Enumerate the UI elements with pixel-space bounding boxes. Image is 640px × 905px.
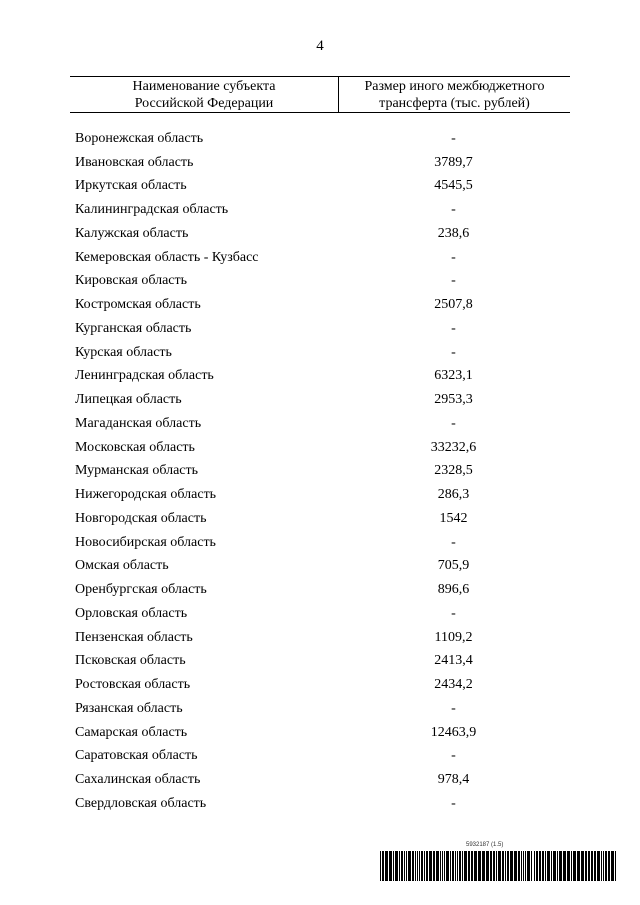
transfer-amount: 3789,7 — [434, 154, 473, 170]
region-name: Московская область — [75, 439, 195, 455]
table-row — [75, 127, 570, 151]
table-body — [75, 127, 570, 816]
transfer-amount: 896,6 — [437, 582, 470, 598]
region-name: Ленинградская область — [75, 368, 214, 384]
region-name: Псковская область — [75, 653, 186, 669]
table-row — [75, 673, 570, 697]
transfer-amount: 2434,2 — [434, 677, 473, 693]
region-name: Воронежская область — [75, 130, 204, 146]
table-header — [70, 76, 570, 113]
column-header-region-line-1: Наименование субъекта — [132, 79, 276, 94]
table-row — [75, 293, 570, 317]
table-row — [75, 602, 570, 626]
transfer-amount: 2507,8 — [434, 297, 473, 313]
transfer-amount: 2413,4 — [434, 653, 473, 669]
table-row — [75, 531, 570, 555]
table-row — [75, 412, 570, 436]
transfer-amount: - — [451, 202, 456, 218]
column-header-region — [70, 77, 339, 112]
region-name: Свердловская область — [75, 795, 207, 811]
table-row — [75, 721, 570, 745]
region-name: Иркутская область — [75, 178, 187, 194]
transfer-amount: - — [451, 534, 456, 550]
transfer-amount: - — [451, 700, 456, 716]
column-header-region-line-2: Российской Федерации — [134, 96, 274, 111]
table-row — [75, 697, 570, 721]
transfer-amount: 705,9 — [437, 558, 470, 574]
transfer-amount: 238,6 — [437, 225, 470, 241]
transfer-amount: 286,3 — [437, 487, 470, 503]
column-header-amount — [339, 77, 570, 112]
table-row — [75, 745, 570, 769]
table-row — [75, 460, 570, 484]
transfer-amount: - — [451, 748, 456, 764]
page-number: 4 — [316, 38, 324, 54]
region-name: Липецкая область — [75, 392, 182, 408]
table-row — [75, 151, 570, 175]
transfer-amount: 2953,3 — [434, 392, 473, 408]
transfer-amount: - — [451, 320, 456, 336]
table-row — [75, 341, 570, 365]
table-row — [75, 175, 570, 199]
transfer-amount: 12463,9 — [430, 724, 477, 740]
region-name: Сахалинская область — [75, 772, 201, 788]
transfer-amount: 33232,6 — [430, 439, 477, 455]
region-name: Магаданская область — [75, 415, 202, 431]
transfer-amount: 2328,5 — [434, 463, 473, 479]
table-row — [75, 768, 570, 792]
region-name: Рязанская область — [75, 700, 183, 716]
region-name: Калининградская область — [75, 202, 229, 218]
transfer-amount: - — [451, 273, 456, 289]
transfer-amount: - — [451, 795, 456, 811]
region-name: Кемеровская область - Кузбасс — [75, 249, 259, 265]
region-name: Орловская область — [75, 605, 188, 621]
region-name: Омская область — [75, 558, 169, 574]
table-row — [75, 198, 570, 222]
transfer-amount: 1109,2 — [434, 629, 473, 645]
region-name: Саратовская область — [75, 748, 198, 764]
region-name: Самарская область — [75, 724, 188, 740]
region-name: Мурманская область — [75, 463, 199, 479]
table-row — [75, 317, 570, 341]
table-row — [75, 246, 570, 270]
table-row — [75, 436, 570, 460]
transfer-amount: 1542 — [439, 510, 468, 526]
transfer-amount: - — [451, 415, 456, 431]
transfer-amount: 4545,5 — [434, 178, 473, 194]
region-name: Кировская область — [75, 273, 188, 289]
region-name: Новгородская область — [75, 510, 207, 526]
table-row — [75, 483, 570, 507]
barcode-image — [380, 851, 620, 881]
transfer-amount: 978,4 — [437, 772, 470, 788]
table-row — [75, 270, 570, 294]
transfer-amount: - — [451, 130, 456, 146]
region-name: Костромская область — [75, 297, 201, 313]
transfer-amount: - — [451, 605, 456, 621]
column-header-amount-line-1: Размер иного межбюджетного — [364, 79, 545, 94]
table-row — [75, 507, 570, 531]
region-name: Оренбургская область — [75, 582, 207, 598]
region-name: Калужская область — [75, 225, 189, 241]
region-name: Пензенская область — [75, 629, 193, 645]
transfer-amount: 6323,1 — [434, 368, 473, 384]
region-name: Ивановская область — [75, 154, 194, 170]
region-name: Нижегородская область — [75, 487, 217, 503]
column-header-amount-line-2: трансферта (тыс. рублей) — [379, 96, 530, 111]
region-name: Ростовская область — [75, 677, 191, 693]
transfer-amount: - — [451, 249, 456, 265]
region-name: Новосибирская область — [75, 534, 216, 550]
table-row — [75, 222, 570, 246]
table-row — [75, 365, 570, 389]
table-row — [75, 626, 570, 650]
barcode-label: 5932187 (1.5) — [466, 842, 504, 848]
transfer-amount: - — [451, 344, 456, 360]
table-row — [75, 650, 570, 674]
table-row — [75, 792, 570, 816]
region-name: Курганская область — [75, 320, 192, 336]
table-row — [75, 388, 570, 412]
table-row — [75, 578, 570, 602]
region-name: Курская область — [75, 344, 172, 360]
table-row — [75, 555, 570, 579]
